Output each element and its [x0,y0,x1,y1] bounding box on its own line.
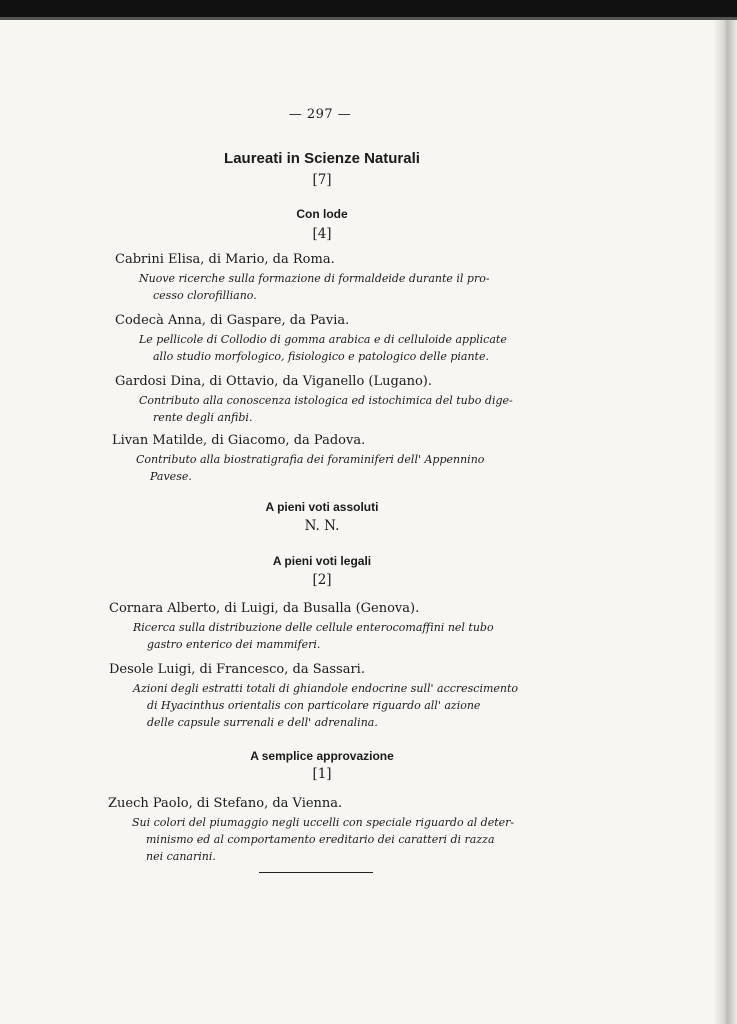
thesis-line: di Hyacinthus orientalis con particolare riguardo all' azione [147,699,481,712]
thesis-line: cesso clorofilliano. [153,289,257,302]
total-count: [7] [312,172,332,188]
section-count-pieni-voti-legali: [2] [312,572,332,588]
graduate-entry [115,312,545,365]
main-heading: Laureati in Scienze Naturali [224,150,420,167]
graduate-entry [115,373,545,426]
section-count-pieni-voti-assoluti: N. N. [304,518,340,534]
section-heading-pieni-voti-legali: A pieni voti legali [272,554,372,568]
thesis-title [139,392,545,426]
thesis-line: Le pellicole di Collodio di gomma arabica e di celluloide applicate [139,333,507,346]
thesis-title [136,451,542,485]
graduate-entry [109,600,539,653]
graduate-entry [109,661,539,731]
graduate-entry [115,251,545,304]
graduate-name: Cornara Alberto, di Luigi, da Busalla (Genova). [109,601,420,616]
graduate-entry [112,432,542,485]
scan-right-edge [713,20,737,1024]
thesis-line: Contributo alla conoscenza istologica ed istochimica del tubo dige- [139,394,513,407]
thesis-line: Ricerca sulla distribuzione delle cellule enterocomaffini nel tubo [133,621,494,634]
thesis-line: Nuove ricerche sulla formazione di formaldeide durante il pro- [139,272,490,285]
thesis-line: Azioni degli estratti totali di ghiandole endocrine sull' accrescimento [133,682,519,695]
graduate-name: Zuech Paolo, di Stefano, da Vienna. [108,796,343,811]
thesis-line: Sui colori del piumaggio negli uccelli con speciale riguardo al deter- [132,816,515,829]
thesis-line: gastro enterico dei mammiferi. [147,638,321,651]
section-heading-semplice-approvazione: A semplice approvazione [250,749,394,763]
graduate-name: Gardosi Dina, di Ottavio, da Viganello (Lugano). [115,374,432,389]
thesis-line: minismo ed al comportamento ereditario dei caratteri di razza [146,833,495,846]
section-heading-pieni-voti-assoluti: A pieni voti assoluti [265,500,379,514]
thesis-line: rente degli anfibi. [153,411,253,424]
graduate-entry [108,795,538,865]
thesis-title [139,331,545,365]
graduate-name: Desole Luigi, di Francesco, da Sassari. [109,662,365,677]
thesis-title [133,680,539,731]
graduate-name: Livan Matilde, di Giacomo, da Padova. [112,433,366,448]
thesis-title [139,270,545,304]
thesis-line: allo studio morfologico, fisiologico e patologico delle piante. [153,350,489,363]
thesis-line: Pavese. [150,470,192,483]
graduate-name: Cabrini Elisa, di Mario, da Roma. [115,252,335,267]
closing-rule [259,872,373,873]
thesis-line: nei canarini. [146,850,216,863]
page-number: — 297 — [288,107,352,122]
thesis-title [133,619,539,653]
thesis-line: Contributo alla biostratigrafia dei foraminiferi dell' Appennino [136,453,485,466]
graduate-name: Codecà Anna, di Gaspare, da Pavia. [115,313,350,328]
section-heading-con-lode: Con lode [296,207,348,221]
section-count-con-lode: [4] [312,226,332,242]
section-count-semplice-approvazione: [1] [312,766,332,782]
thesis-line: delle capsule surrenali e dell' adrenalina. [147,716,378,729]
thesis-title [132,814,538,865]
